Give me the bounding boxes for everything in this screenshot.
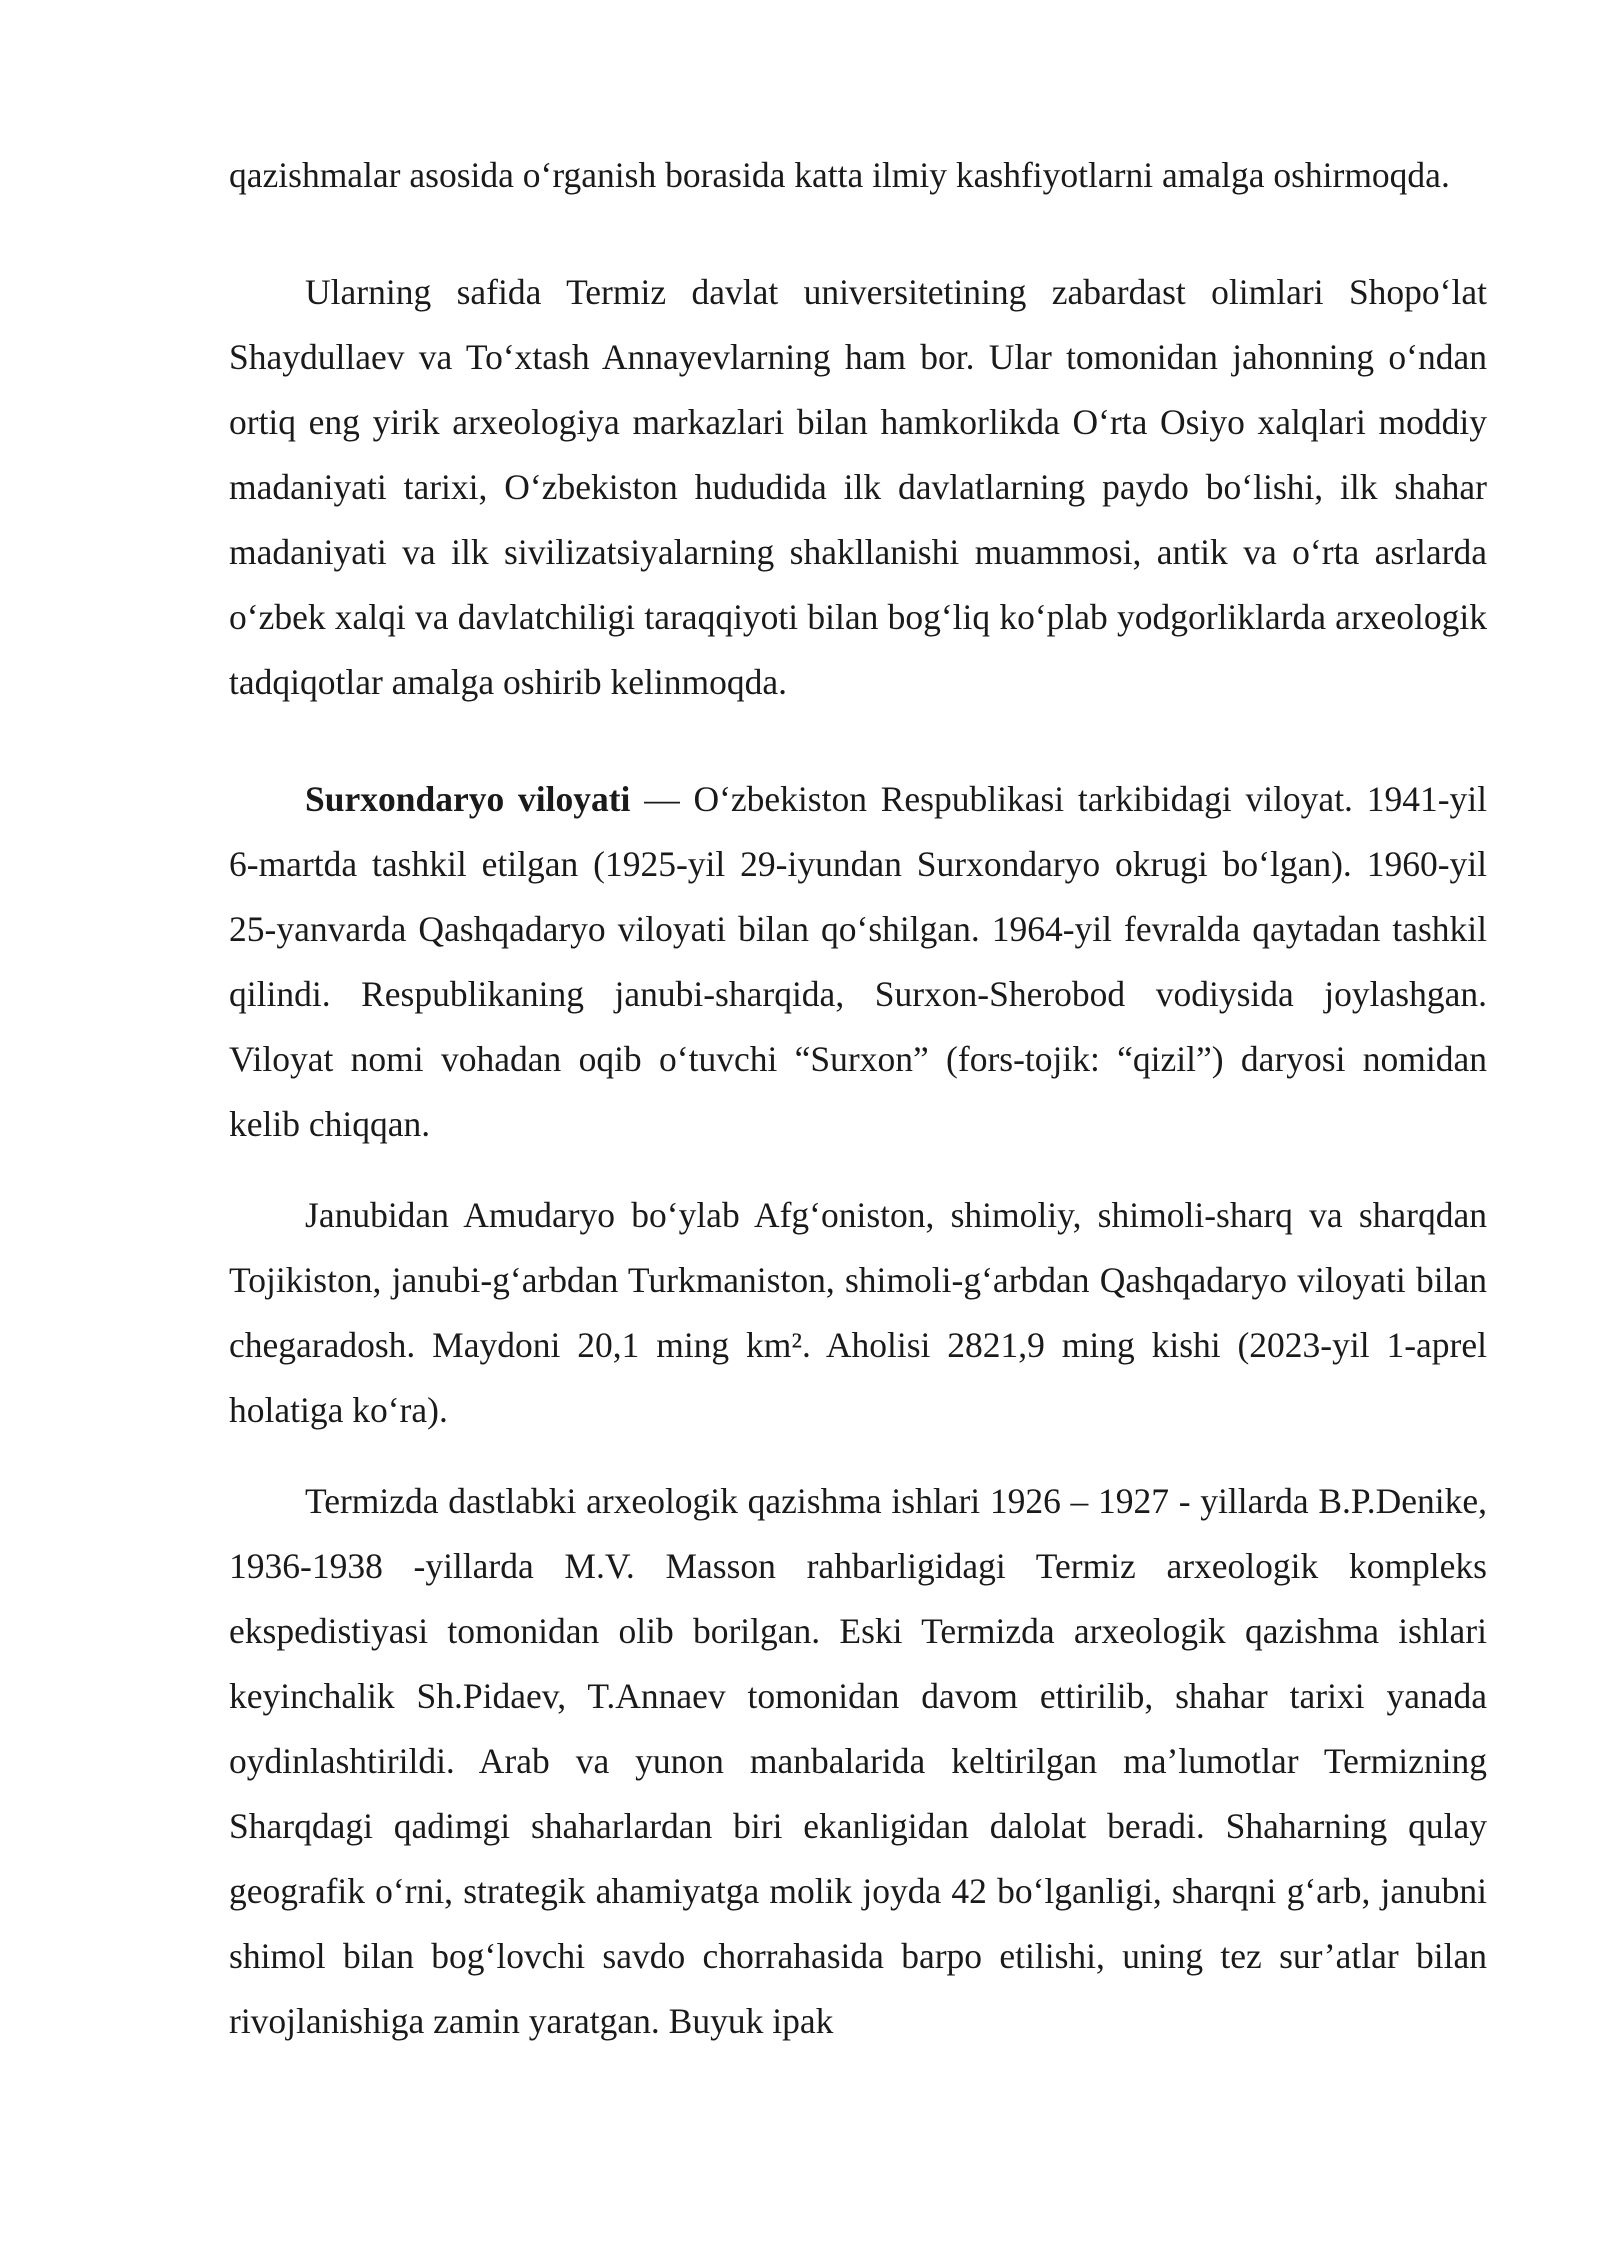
paragraph-surxondaryo-region — [229, 767, 1487, 1157]
document-body — [229, 143, 1487, 2054]
region-term: Surxondaryo viloyati — [305, 779, 631, 819]
paragraph-researchers: Ularning safida Termiz davlat universitetining zabardast olimlari Shopo‘lat Shaydullaev va To‘xtash Annayevlarning ham bor. Ular tomonidan jahonning o‘ndan ortiq eng yirik arxeologiya markazlari bilan hamkorlikda O‘rta Osiyo xalqlari moddiy madaniyati tarixi, O‘zbekiston hududida ilk davlatlarning paydo bo‘lishi, ilk shahar madaniyati va ilk sivilizatsiyalarning shakllanishi muammosi, antik va o‘rta asrlarda o‘zbek xalqi va davlatchiligi taraqqiyoti bilan bog‘liq ko‘plab yodgorliklarda arxeologik tadqiqotlar amalga oshirib kelinmoqda. — [229, 272, 1487, 702]
paragraph-continuation: qazishmalar asosida o‘rganish borasida katta ilmiy kashfiyotlarni amalga oshirmoqda. — [229, 155, 1450, 195]
paragraph-borders: Janubidan Amudaryo bo‘ylab Afg‘oniston, shimoliy, shimoli-sharq va sharqdan Tojikiston, janubi-g‘arbdan Turkmaniston, shimoli-g‘arbdan Qashqadaryo viloyati bilan chegaradosh. Maydoni 20,1 ming km². Aholisi 2821,9 ming kishi (2023-yil 1-aprel holatiga ko‘ra). — [229, 1195, 1487, 1430]
paragraph-termiz-excavations: Termizda dastlabki arxeologik qazishma ishlari 1926 – 1927 - yillarda B.P.Denike, 1936-1938 -yillarda M.V. Masson rahbarligidagi Termiz arxeologik kompleks ekspedistiyasi tomonidan olib borilgan. Eski Termizda arxeologik qazishma ishlari keyinchalik Sh.Pidaev, T.Annaev tomonidan davom ettirilib, shahar tarixi yanada oydinlashtirildi. Arab va yunon manbalarida keltirilgan ma’lumotlar Termizning Sharqdagi qadimgi shaharlardan biri ekanligidan dalolat beradi. Shaharning qulay geografik o‘rni, strategik ahamiyatga molik joyda 42 bo‘lganligi, sharqni g‘arb, janubni shimol bilan bog‘lovchi savdo chorrahasida barpo etilishi, uning tez sur’atlar bilan rivojlanishiga zamin yaratgan. Buyuk ipak — [229, 1481, 1487, 2041]
region-description: — O‘zbekiston Respublikasi tarkibidagi viloyat. 1941-yil 6-martda tashkil etilgan (1925-yil 29-iyundan Surxondaryo okrugi bo‘lgan). 1960-yil 25-yanvarda Qashqadaryo viloyati bilan qo‘shilgan. 1964-yil fevralda qaytadan tashkil qilindi. Respublikaning janubi-sharqida, Surxon-Sherobod vodiysida joylashgan. Viloyat nomi vohadan oqib o‘tuvchi “Surxon” (fors-tojik: “qizil”) daryosi nomidan kelib chiqqan. — [229, 779, 1487, 1144]
